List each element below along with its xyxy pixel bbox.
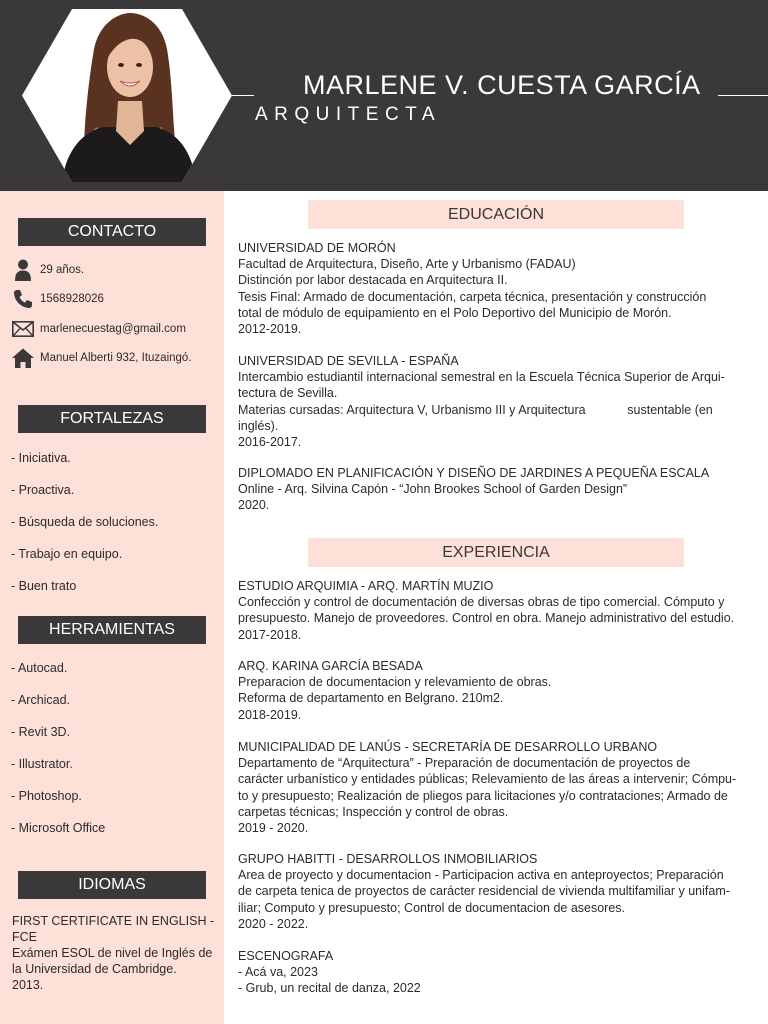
languages-text — [12, 913, 222, 993]
home-icon — [11, 346, 35, 370]
entry-line: Distinción por labor destacada en Arquitectura II. — [238, 273, 508, 288]
experience-entry — [238, 739, 766, 836]
candidate-profession: ARQUITECTA — [255, 104, 442, 125]
tool-item: - Photoshop. — [11, 789, 82, 803]
entry-line: Facultad de Arquitectura, Diseño, Arte y Urbanismo (FADAU) — [238, 257, 576, 272]
education-entry — [238, 240, 766, 337]
strength-item: - Trabajo en equipo. — [11, 547, 123, 561]
tool-item: - Microsoft Office — [11, 821, 106, 835]
language-line: Exámen ESOL de nivel de Inglés de — [12, 946, 213, 960]
contact-email-row — [11, 317, 186, 341]
language-line: la Universidad de Cambridge. — [12, 962, 177, 976]
education-entry — [238, 465, 766, 514]
experience-entry — [238, 851, 766, 932]
entry-line: - Acá va, 2023 — [238, 965, 318, 980]
experience-entry — [238, 658, 766, 723]
tool-item: - Autocad. — [11, 661, 68, 675]
education-heading: EDUCACIÓN — [308, 200, 684, 229]
entry-date: 2019 - 2020. — [238, 821, 309, 836]
header-divider-right — [718, 95, 768, 96]
language-line: 2013. — [12, 978, 44, 992]
strength-item: - Búsqueda de soluciones. — [11, 515, 159, 529]
entry-line: de carpeta tenica de proyectos de carácter residencial de vivienda multifamiliar y unifam- — [238, 884, 730, 899]
entry-line: total de módulo de equipamiento en el Polo Deportivo del Municipio de Morón. — [238, 305, 672, 320]
entry-date: 2018-2019. — [238, 707, 302, 722]
entry-line: Preparacion de documentacion y relevamiento de obras. — [238, 675, 552, 690]
entry-date: 2020 - 2022. — [238, 916, 309, 931]
entry-line: tectura de Sevilla. — [238, 386, 338, 401]
entry-line: Area de proyecto y documentacion - Participacion activa en anteproyectos; Preparación — [238, 868, 724, 883]
entry-title: ESTUDIO ARQUIMIA - ARQ. MARTÍN MUZIO — [238, 579, 494, 593]
strength-item: - Proactiva. — [11, 483, 75, 497]
tool-item: - Archicad. — [11, 693, 71, 707]
entry-line: Materias cursadas: Arquitectura V, Urbanismo III y Arquitectura sustentable (en — [238, 402, 713, 417]
strengths-heading: FORTALEZAS — [18, 405, 206, 433]
entry-line: - Grub, un recital de danza, 2022 — [238, 981, 421, 996]
entry-line: Online - Arq. Silvina Capón - “John Brookes School of Garden Design” — [238, 482, 628, 497]
tool-item: - Illustrator. — [11, 757, 73, 771]
tool-item: - Revit 3D. — [11, 725, 71, 739]
contact-email[interactable]: marlenecuestag@gmail.com — [40, 323, 186, 335]
candidate-name: MARLENE V. CUESTA GARCÍA — [303, 70, 701, 100]
entry-title: UNIVERSIDAD DE SEVILLA - ESPAÑA — [238, 354, 459, 368]
envelope-icon — [11, 317, 35, 341]
entry-date: 2020. — [238, 498, 270, 513]
entry-line: carpetas técnicas; Inspección y control de obras. — [238, 804, 509, 819]
strength-item: - Iniciativa. — [11, 451, 71, 465]
language-line: FCE — [12, 930, 37, 944]
experience-entry — [238, 948, 766, 997]
contact-phone[interactable]: 1568928026 — [40, 293, 104, 305]
header-divider-left — [232, 95, 254, 96]
language-line: FIRST CERTIFICATE IN ENGLISH - — [12, 914, 215, 928]
entry-line: inglés). — [238, 418, 279, 433]
entry-line: Intercambio estudiantil internacional semestral en la Escuela Técnica Superior de Arqui- — [238, 370, 725, 385]
entry-line: Tesis Final: Armado de documentación, carpeta técnica, presentación y construcción — [238, 289, 707, 304]
entry-line: Confección y control de documentación de diversas obras de tipo comercial. Cómputo y — [238, 595, 725, 610]
contact-heading: CONTACTO — [18, 218, 206, 246]
entry-date: 2012-2019. — [238, 322, 302, 337]
contact-age-row — [11, 258, 84, 282]
entry-title: ARQ. KARINA GARCÍA BESADA — [238, 659, 423, 673]
profile-photo — [22, 9, 232, 182]
education-entry — [238, 353, 766, 450]
contact-address-row — [11, 346, 192, 370]
contact-address: Manuel Alberti 932, Ituzaingó. — [40, 352, 192, 364]
entry-title: UNIVERSIDAD DE MORÓN — [238, 241, 396, 255]
entry-title: ESCENOGRAFA — [238, 949, 334, 963]
contact-age: 29 años. — [40, 264, 85, 276]
entry-date: 2016-2017. — [238, 435, 302, 450]
entry-title: DIPLOMADO EN PLANIFICACIÓN Y DISEÑO DE JARDINES A PEQUEÑA ESCALA — [238, 466, 710, 480]
entry-line: Departamento de “Arquitectura” - Preparación de documentación de proyectos de — [238, 756, 691, 771]
contact-phone-row — [11, 287, 104, 311]
entry-line: iliar; Computo y presupuesto; Control de documentacion de asesores. — [238, 900, 626, 915]
person-icon — [11, 258, 35, 282]
tools-heading: HERRAMIENTAS — [18, 616, 206, 644]
entry-line: carácter urbanístico y entidades públicas; Relevamiento de las áreas a intervenir; Cómpu- — [238, 772, 737, 787]
experience-entry — [238, 578, 766, 643]
languages-heading: IDIOMAS — [18, 871, 206, 899]
strength-item: - Buen trato — [11, 579, 77, 593]
entry-title: MUNICIPALIDAD DE LANÚS - SECRETARÍA DE DESARROLLO URBANO — [238, 740, 658, 754]
sidebar — [0, 191, 224, 1024]
entry-line: to y presupuesto; Realización de pliegos para licitaciones y/o contrataciones; Armado de — [238, 788, 728, 803]
entry-date: 2017-2018. — [238, 627, 302, 642]
entry-line: Reforma de departamento en Belgrano. 210m2. — [238, 691, 504, 706]
entry-title: GRUPO HABITTI - DESARROLLOS INMOBILIARIOS — [238, 852, 538, 866]
entry-line: presupuesto. Manejo de proveedores. Control en obra. Manejo administrativo del estudio. — [238, 611, 735, 626]
phone-icon — [11, 287, 35, 311]
experience-heading: EXPERIENCIA — [308, 538, 684, 567]
header — [0, 0, 768, 191]
